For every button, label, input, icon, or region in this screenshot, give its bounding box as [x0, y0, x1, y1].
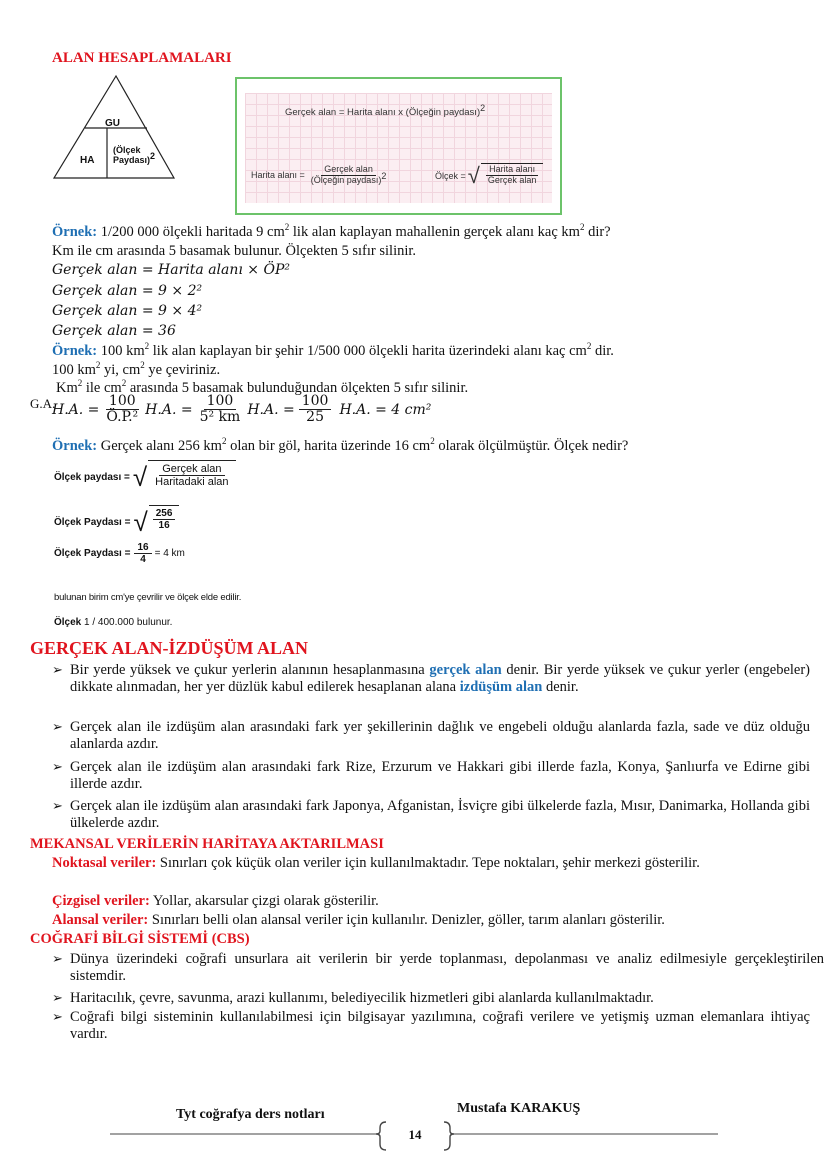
ha-result: H.A. = 4 cm² — [339, 401, 432, 418]
step3-num: 16 — [134, 542, 151, 554]
example2-q-c: dir. — [591, 343, 614, 359]
example1-q-c: dir? — [584, 224, 611, 240]
example2-note-a: Km — [56, 380, 78, 396]
real-area-bullet-1 — [70, 662, 810, 696]
real-area-bullet-4: Gerçek alan ile izdüşüm alan arasındaki fark Japonya, Afganistan, İsviçre gibi ülkelerde fazla, Mısır, Danimarka, Hollanda gibi ülkelerde azdır. — [70, 798, 810, 831]
example3-step1 — [54, 460, 236, 494]
step1-lhs: Ölçek paydası = — [54, 471, 130, 483]
sup: 2 — [284, 222, 290, 233]
section-heading-real-area: GERÇEK ALAN-İZDÜŞÜM ALAN — [30, 638, 309, 658]
step1-den: Haritadaki alan — [155, 476, 229, 489]
triangle-right-line1: (Ölçek — [113, 145, 141, 155]
real-area-bullet-3: Gerçek alan ile izdüşüm alan arasındaki fark Rize, Erzurum ve Hakkari gibi illerde fazla, Konya, Şanlıurfa ve Edirne gibi illerde azdır. — [70, 759, 810, 792]
spatial-line-data — [52, 893, 379, 910]
b1-d: izdüşüm alan — [459, 679, 543, 695]
bullet-icon: ➢ — [52, 759, 63, 774]
line-data-label: Çizgisel veriler: — [52, 893, 150, 909]
ha-lhs-2: H.A. = — [145, 401, 193, 418]
footer-right: Mustafa KARAKUŞ — [457, 1101, 581, 1116]
ha-frac-1-num: 100 — [106, 394, 139, 410]
map-area-formula — [251, 165, 389, 186]
bullet-icon: ➢ — [52, 719, 63, 734]
answer-label: Ölçek — [54, 617, 82, 628]
example1-line4: Gerçek alan = 36 — [52, 323, 176, 339]
ha-frac-2 — [197, 394, 244, 426]
step3-rhs: = 4 km — [154, 548, 185, 559]
answer-text: 1 / 400.000 bulunur. — [81, 617, 173, 628]
example1-line1: Gerçek alan = Harita alanı × ÖP² — [52, 262, 290, 278]
example1-note: Km ile cm arasında 5 basamak bulunur. Ölçekten 5 sıfır silinir. — [52, 243, 417, 259]
example2-conv-c: ye çeviriniz. — [144, 362, 221, 378]
footer-left: Tyt coğrafya ders notları — [176, 1107, 325, 1122]
sup: 2 — [221, 436, 227, 447]
step2-den: 16 — [158, 520, 170, 531]
example3-step3 — [54, 542, 185, 565]
sup: 2 — [121, 378, 127, 389]
point-data-label: Noktasal veriler: — [52, 855, 157, 871]
b1-a: Bir yerde yüksek ve çukur yerlerin alanının hesaplanmasına — [70, 662, 430, 678]
example1-question — [52, 224, 611, 241]
sup: 2 — [77, 378, 83, 389]
scale-den: Gerçek alan — [487, 174, 537, 185]
area-data-label: Alansal veriler: — [52, 912, 149, 928]
b1-b: gerçek alan — [429, 662, 502, 678]
ha-frac-3-den: 25 — [306, 409, 324, 426]
formula-box — [235, 77, 562, 215]
real-area-formula — [285, 102, 486, 118]
point-data-text: Sınırları çok küçük olan veriler için kullanılmaktadır. Tepe noktaları, şehir merkezi gösterilir. — [156, 855, 700, 871]
bullet-icon: ➢ — [52, 662, 63, 677]
sup: 2 — [579, 222, 585, 233]
example3-step2 — [54, 505, 179, 539]
sup: 2 — [95, 360, 101, 371]
scale-lhs: Ölçek = — [435, 171, 466, 181]
example2-conv-a: 100 km — [52, 362, 96, 378]
ha-frac-1 — [103, 394, 141, 426]
step1-sqrt: √ $\frac{\text{Gerçek alan}}{\text{Haritadaki alan}}$ — [133, 460, 236, 494]
scale-formula — [435, 163, 543, 189]
real-area-formula-text: Gerçek alan = Harita alanı x (Ölçeğin paydası) — [285, 107, 481, 118]
example3-answer — [54, 617, 172, 628]
example2-conversion — [52, 362, 220, 379]
scale-num: Harita alanı — [486, 165, 538, 176]
spatial-point-data — [52, 855, 810, 872]
example3-q-a: Gerçek alanı 256 km — [97, 438, 222, 454]
area-data-text: Sınırları belli olan alansal veriler için kullanılır. Denizler, göller, tarım alanları gösterilir. — [148, 912, 665, 928]
spatial-area-data — [52, 912, 665, 929]
example2-label: Örnek: — [52, 343, 98, 359]
page-title: ALAN HESAPLAMALARI — [52, 50, 232, 66]
triangle-top-label: GU — [105, 118, 120, 129]
example2-ga: G.A. — [30, 396, 56, 411]
map-area-den-sup: 2 — [381, 170, 387, 181]
map-area-den — [308, 170, 390, 186]
example1-label: Örnek: — [52, 224, 98, 240]
example3-q-c: olarak ölçülmüştür. Ölçek nedir? — [434, 438, 629, 454]
triangle-left-label: HA — [80, 155, 95, 166]
real-area-bullet-2: Gerçek alan ile izdüşüm alan arasındaki fark yer şekillerinin dağlık ve engebeli olduğu alanlarda fazla, sade ve düz olduğu alanlarda azdır. — [70, 719, 810, 752]
sup: 2 — [140, 360, 145, 371]
map-area-lhs: Harita alanı = — [251, 170, 305, 181]
map-area-fraction — [308, 165, 390, 186]
ha-frac-2-den: 5² km — [199, 409, 241, 426]
triangle-right-line2: Paydası) — [113, 155, 151, 165]
gis-bullet-3: Coğrafi bilgi sisteminin kullanılabilmesi için bilgisayar yazılımına, coğrafi verilere ve yetişmiş uzman elemanlara ihtiyaç vardır. — [70, 1009, 810, 1042]
example2-note-b: ile cm — [82, 380, 122, 396]
line-data-text: Yollar, akarsular çizgi olarak gösterilir. — [149, 893, 379, 909]
b1-c: denir. Bir yerde yüksek ve çukur yerler (engebeler) dikkate alınmadan, her yer düzlük kabul edilerek hesaplanan alana — [70, 662, 810, 695]
gis-bullet-2: Haritacılık, çevre, savunma, arazi kullanımı, belediyecilik hizmetleri gibi alanlarda kullanılmaktadır. — [70, 990, 654, 1006]
page-number: 14 — [408, 1127, 422, 1142]
ha-lhs-3: H.A. = — [247, 401, 295, 418]
example2-note-c: arasında 5 basamak bulunduğundan ölçekten 5 sıfır silinir. — [126, 380, 469, 396]
ha-frac-2-num: 100 — [204, 394, 237, 410]
bullet-icon: ➢ — [52, 1009, 63, 1024]
triangle-right-label — [113, 145, 155, 165]
example2-question — [52, 343, 614, 360]
example1-line3: Gerçek alan = 9 × 4² — [52, 303, 203, 319]
sup: 2 — [144, 341, 150, 352]
ha-frac-1-den: Ö.P.² — [106, 409, 139, 426]
map-area-num: Gerçek alan — [321, 165, 376, 176]
example2-q-b: lik alan kaplayan bir şehir 1/500 000 ölçekli harita üzerindeki alanı kaç cm — [149, 343, 587, 359]
example3-q-b: olan bir göl, harita üzerinde 16 cm — [226, 438, 431, 454]
example3-question — [52, 438, 628, 455]
triangle-right-sup: 2 — [150, 151, 156, 161]
real-area-formula-sup: 2 — [480, 102, 486, 113]
bullet-icon: ➢ — [52, 990, 63, 1005]
step3-den: 4 — [140, 554, 146, 565]
sup: 2 — [586, 341, 592, 352]
section-heading-gis: COĞRAFİ BİLGİ SİSTEMİ (CBS) — [30, 931, 250, 947]
scale-sqrt: √ $\frac{\text{Harita alanı}}{\text{Gerçek alan}}$ — [468, 163, 544, 189]
step3-lhs: Ölçek Paydası = — [54, 548, 131, 559]
step2-num: 256 — [153, 508, 176, 520]
bullet-icon: ➢ — [52, 951, 63, 966]
example1-q-b: lik alan kaplayan mahallenin gerçek alanı kaç km — [289, 224, 580, 240]
example2-q-a: 100 km — [97, 343, 145, 359]
map-area-den-text: (Ölçeğin paydası) — [310, 174, 382, 185]
example2-calc — [52, 394, 431, 426]
ha-lhs-1: H.A. = — [52, 401, 100, 418]
b1-e: denir. — [542, 679, 579, 695]
ha-frac-3 — [299, 394, 332, 426]
sup: 2 — [430, 436, 435, 447]
step3-frac — [134, 542, 151, 565]
example3-note: bulunan birim cm'ye çevrilir ve ölçek elde edilir. — [54, 592, 242, 603]
example1-line2: Gerçek alan = 9 × 2² — [52, 283, 203, 299]
gis-bullet-1: Dünya üzerindeki coğrafi unsurlara ait verilerin bir yerde toplanması, depolanması ve analiz edilmesiyle gerçekleştirilen sistemdir. — [70, 951, 824, 984]
step1-num: Gerçek alan — [159, 463, 224, 476]
example2-conv-b: yi, cm — [100, 362, 141, 378]
example1-q-a: 1/200 000 ölçekli haritada 9 cm — [97, 224, 285, 240]
section-heading-spatial: MEKANSAL VERİLERİN HARİTAYA AKTARILMASI — [30, 836, 384, 852]
step2-lhs: Ölçek Paydası = — [54, 516, 131, 528]
bullet-icon: ➢ — [52, 798, 63, 813]
ha-frac-3-num: 100 — [299, 394, 332, 410]
example3-label: Örnek: — [52, 438, 98, 454]
step2-sqrt: √ $\frac{256}{16}$ — [133, 505, 179, 539]
